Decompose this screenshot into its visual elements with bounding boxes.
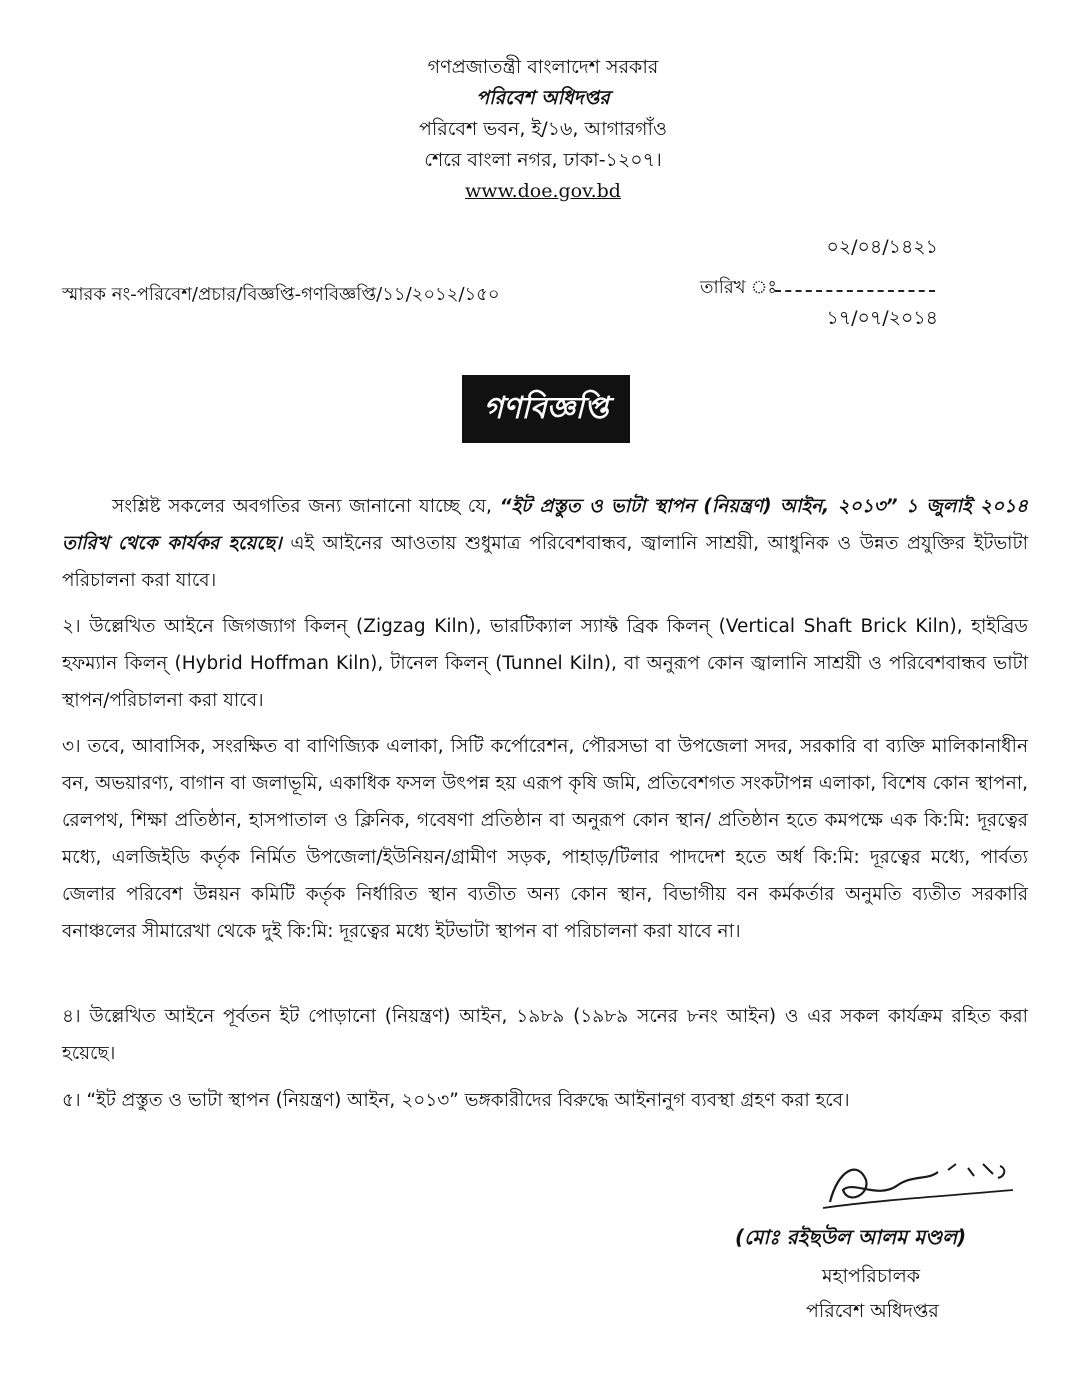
department-name: পরিবেশ অধিদপ্তর xyxy=(476,87,610,109)
paragraph-1-intro: সংশ্লিষ্ট সকলের অবগতির জন্য জানানো যাচ্ছে যে, xyxy=(112,496,500,517)
notice-title-text: গণবিজ্ঞপ্তি xyxy=(483,390,609,426)
paragraph-1-emphasis: “ইট প্রস্তুত ও ভাটা স্থাপন (নিয়ন্ত্রণ) আইন, ২০১৩” ১ জুলাই ২০১৪ তারিখ থেকে কার্যকর হয়েছে। xyxy=(62,496,1028,554)
paragraph-1 xyxy=(62,488,1028,599)
paragraph-4: ৪। উল্লেখিত আইনে পূর্বতন ইট পোড়ানো (নিয়ন্ত্রণ) আইন, ১৯৮৯ (১৯৮৯ সনের ৮নং আইন) ও এর সকল কার্যক্রম রহিত করা হয়েছে। xyxy=(62,1006,1028,1064)
letterhead xyxy=(0,52,1086,207)
memo-number: স্মারক নং-পরিবেশ/প্রচার/বিজ্ঞপ্তি-গণবিজ্ঞপ্তি/১১/২০১২/১৫০ xyxy=(62,284,500,305)
paragraph-1-rest: এই আইনের আওতায় শুধুমাত্র পরিবেশবান্ধব, জ্বালানি সাশ্রয়ী, আধুনিক ও উন্নত প্রযুক্তির ইটভাটা পরিচালনা করা যাবে। xyxy=(62,533,1028,591)
date-bangla: ০২/০৪/১৪২১ xyxy=(826,236,938,258)
signatory-office: পরিবেশ অধিদপ্তর xyxy=(806,1300,939,1322)
government-name: গণপ্রজাতন্ত্রী বাংলাদেশ সরকার xyxy=(427,56,659,78)
signatory-name: (মোঃ রইছউল আলম মণ্ডল) xyxy=(735,1225,967,1249)
handwritten-signature xyxy=(818,1150,1018,1220)
paragraph-5: ৫। “ইট প্রস্তুত ও ভাটা স্থাপন (নিয়ন্ত্রণ) আইন, ২০১৩” ভঙ্গকারীদের বিরুদ্ধে আইনানুগ ব্যবস্থা গ্রহণ করা হবে। xyxy=(62,1090,850,1111)
date-label: তারিখ ঃ xyxy=(700,277,778,298)
paragraph-3: ৩। তবে, আবাসিক, সংরক্ষিত বা বাণিজ্যিক এলাকা, সিটি কর্পোরেশন, পৌরসভা বা উপজেলা সদর, সরকারি বা ব্যক্তি মালিকানাধীন বন, অভয়ারণ্য, বাগান বা জলাভূমি, একাধিক ফসল উৎপন্ন হয় এরূপ কৃষি জমি, প্রতিবেশগত সংকটাপন্ন এলাকা, বিশেষ কোন স্থাপনা, রেলপথ, শিক্ষা প্রতিষ্ঠান, হাসপাতাল ও ক্লিনিক, গবেষণা প্রতিষ্ঠান বা অনুরূপ কোন স্থান/ প্রতিষ্ঠান হতে কমপক্ষে এক কি:মি: দূরত্বের মধ্যে, এলজিইডি কর্তৃক নির্মিত উপজেলা/ইউনিয়ন/গ্রামীণ সড়ক, পাহাড়/টিলার পাদদেশ হতে অর্ধ কি:মি: দূরত্বের মধ্যে, পার্বত্য জেলার পরিবেশ উন্নয়ন কমিটি কর্তৃক নির্ধারিত স্থান ব্যতীত অন্য কোন স্থান, বিভাগীয় বন কর্মকর্তার অনুমতি ব্যতীত সরকারি বনাঞ্চলের সীমারেখা থেকে দুই কি:মি: দূরত্বের মধ্যে ইটভাটা স্থাপন বা পরিচালনা করা যাবে না। xyxy=(62,736,1028,942)
address-line-1: পরিবেশ ভবন, ই/১৬, আগারগাঁও xyxy=(419,118,667,140)
date-gregorian: ১৭/০৭/২০১৪ xyxy=(826,307,938,329)
notice-title xyxy=(462,375,630,443)
address-line-2: শেরে বাংলা নগর, ঢাকা-১২০৭। xyxy=(424,149,662,171)
date-divider xyxy=(775,290,935,292)
paragraph-2: ২। উল্লেখিত আইনে জিগজ্যাগ কিলন্ (Zigzag Kiln), ভারটিক্যাল স্যাফ্ট ব্রিক কিলন্ (Vertical Shaft Brick Kiln), হাইব্রিড হফম্যান কিলন্ (Hybrid Hoffman Kiln), টানেল কিলন্ (Tunnel Kiln), বা অনুরূপ কোন জ্বালানি সাশ্রয়ী ও পরিবেশবান্ধব ভাটা স্থাপন/পরিচালনা করা যাবে। xyxy=(62,616,1028,711)
website-link[interactable]: www.doe.gov.bd xyxy=(465,180,621,202)
signatory-designation: মহাপরিচালক xyxy=(822,1265,921,1287)
